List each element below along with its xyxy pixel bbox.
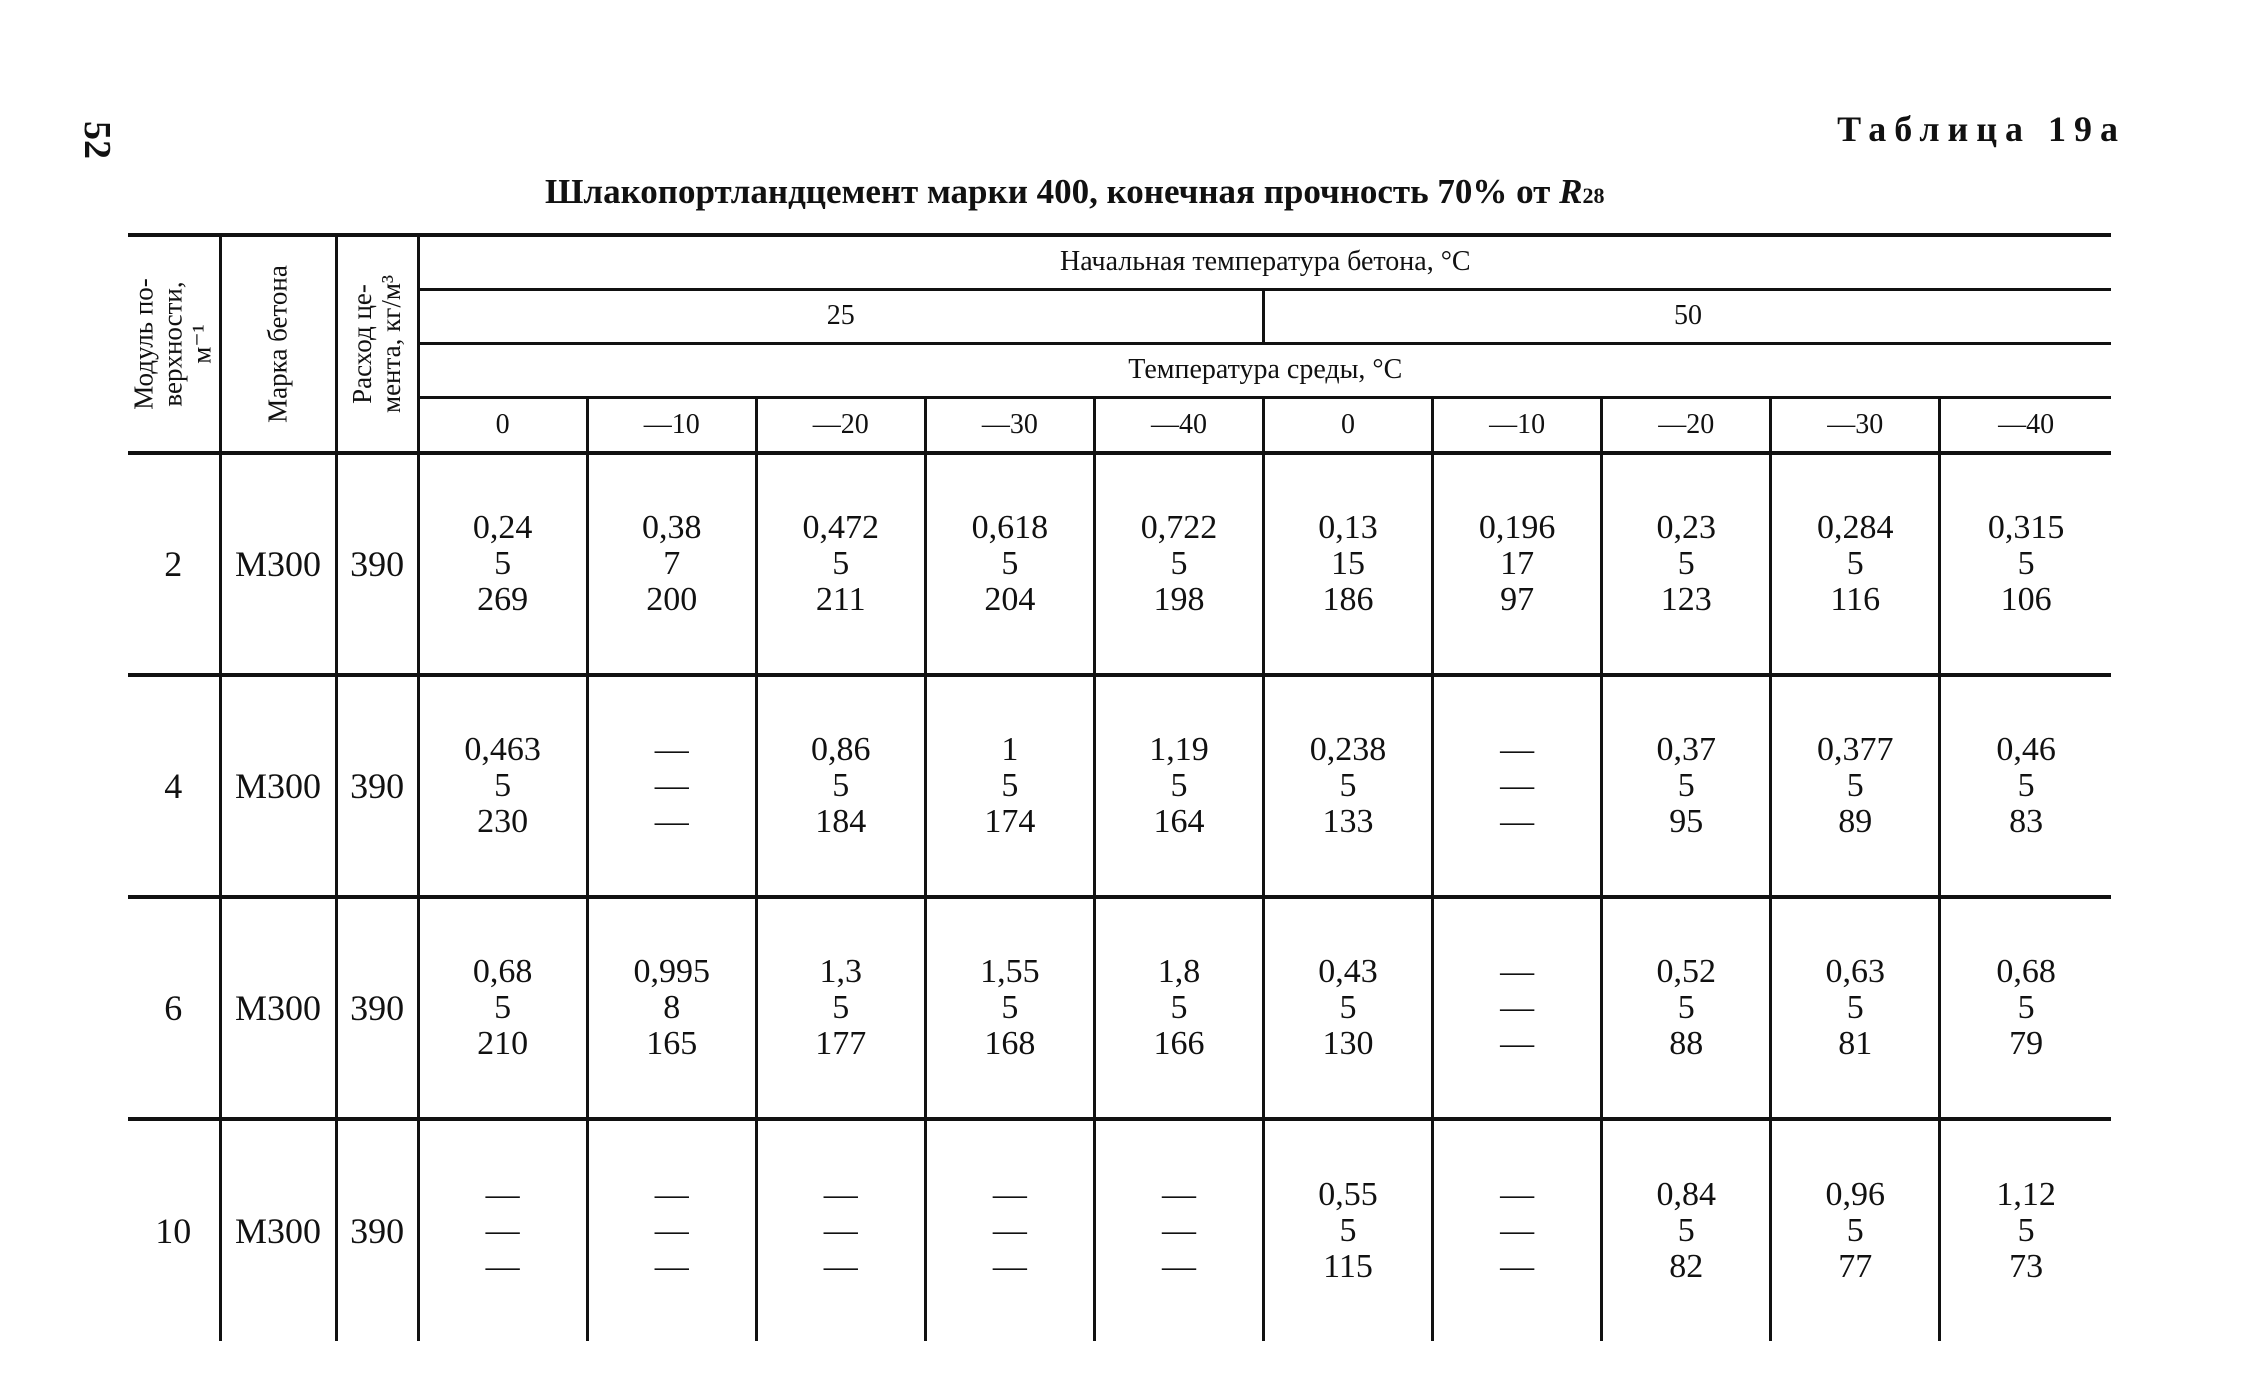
cell-value: — <box>485 1176 520 1213</box>
data-table <box>128 233 2111 1341</box>
cell-value: — <box>1161 1176 1196 1213</box>
table-cell <box>418 675 587 897</box>
table-cell <box>1940 897 2111 1119</box>
table-cell <box>1602 675 1771 897</box>
cell-value: — <box>992 1176 1027 1213</box>
cell-value: 5 <box>2017 989 2035 1026</box>
cell-value: 5 <box>1846 1212 1864 1249</box>
cell-value: 5 <box>1001 767 1019 804</box>
cell-value: 0,84 <box>1656 1176 1716 1213</box>
cell-value: 0,96 <box>1825 1176 1886 1213</box>
row-surface-modulus: 4 <box>128 675 220 897</box>
cell-value: 0,23 <box>1656 509 1716 546</box>
cell-value: 81 <box>1838 1025 1873 1062</box>
table-cell <box>1094 675 1263 897</box>
cell-value: — <box>992 1248 1027 1285</box>
cell-value: — <box>654 731 689 768</box>
row-concrete-grade: М300 <box>220 1119 336 1341</box>
header-ambient-value: —10 <box>587 397 756 453</box>
cell-value: 89 <box>1838 803 1873 840</box>
cell-value: 210 <box>477 1025 529 1062</box>
cell-value: 0,196 <box>1478 509 1556 546</box>
header-ambient-value: 0 <box>1264 397 1433 453</box>
table-cell <box>925 897 1094 1119</box>
cell-value: 5 <box>494 545 512 582</box>
cell-value: 0,46 <box>1996 731 2056 768</box>
cell-value: 95 <box>1669 803 1704 840</box>
table-cell <box>925 675 1094 897</box>
header-cement-consumption <box>336 235 418 453</box>
cell-value: 0,463 <box>464 731 541 768</box>
table-cell <box>1094 897 1263 1119</box>
cell-value: 5 <box>1170 545 1188 582</box>
header-group-50: 50 <box>1264 289 2112 343</box>
cell-value: 8 <box>663 989 681 1026</box>
cell-value: 0,86 <box>811 731 871 768</box>
cell-value: — <box>654 1176 689 1213</box>
cell-value: 1 <box>1001 731 1019 768</box>
cell-value: — <box>654 767 689 804</box>
table-cell <box>1940 453 2111 675</box>
cell-value: 0,38 <box>641 509 702 546</box>
table-row <box>128 1119 2111 1341</box>
table-cell <box>1094 453 1263 675</box>
cell-value: 1,8 <box>1157 953 1201 990</box>
cell-value: — <box>1500 1025 1535 1062</box>
table-cell <box>756 897 925 1119</box>
cell-value: — <box>1500 1248 1535 1285</box>
table-title-r: R <box>1559 172 1583 211</box>
table-cell <box>925 453 1094 675</box>
row-cement-consumption: 390 <box>336 1119 418 1341</box>
cell-value: 5 <box>832 767 850 804</box>
header-ambient-value: —40 <box>1094 397 1263 453</box>
cell-value: 5 <box>1677 989 1695 1026</box>
cell-value: 0,68 <box>472 953 533 990</box>
cell-value: 177 <box>815 1025 867 1062</box>
table-cell <box>1264 453 1433 675</box>
header-surface-modulus-line: верхности, <box>157 281 188 407</box>
cell-value: 123 <box>1660 581 1712 618</box>
cell-value: 0,722 <box>1140 509 1218 546</box>
cell-value: 116 <box>1830 581 1881 618</box>
cell-value: 5 <box>1846 989 1864 1026</box>
cell-value: 5 <box>1001 545 1019 582</box>
cell-value: 174 <box>984 803 1036 840</box>
cell-value: 5 <box>1001 989 1019 1026</box>
table-row <box>128 897 2111 1119</box>
cell-value: — <box>823 1212 858 1249</box>
table-cell <box>1602 1119 1771 1341</box>
cell-value: — <box>1500 1212 1535 1249</box>
table-cell <box>1940 675 2111 897</box>
table-cell <box>1264 1119 1433 1341</box>
cell-value: — <box>992 1212 1027 1249</box>
cell-value: 130 <box>1322 1025 1374 1062</box>
cell-value: 0,43 <box>1318 953 1378 990</box>
header-ambient-value: —30 <box>1771 397 1940 453</box>
cell-value: 0,55 <box>1318 1176 1378 1213</box>
table-cell <box>1433 675 1602 897</box>
row-surface-modulus: 6 <box>128 897 220 1119</box>
cell-value: 0,24 <box>472 509 533 546</box>
cell-value: 5 <box>2017 545 2035 582</box>
cell-value: 5 <box>1339 989 1357 1026</box>
cell-value: 0,37 <box>1656 731 1716 768</box>
table-cell <box>1094 1119 1263 1341</box>
cell-value: 0,472 <box>802 509 880 546</box>
cell-value: — <box>1500 1176 1535 1213</box>
table-cell <box>1602 897 1771 1119</box>
cell-value: 204 <box>984 581 1036 618</box>
header-cement-consumption-line: мента, кг/м³ <box>376 274 407 414</box>
row-cement-consumption: 390 <box>336 453 418 675</box>
header-ambient-value: —40 <box>1940 397 2111 453</box>
table-cell <box>756 675 925 897</box>
cell-value: 269 <box>477 581 529 618</box>
cell-value: 115 <box>1323 1248 1373 1285</box>
cell-value: 230 <box>477 803 529 840</box>
cell-value: 5 <box>1170 989 1188 1026</box>
header-concrete-grade <box>220 235 336 453</box>
cell-value: 5 <box>1846 545 1864 582</box>
cell-value: 5 <box>1677 1212 1695 1249</box>
header-ambient-value: —20 <box>1602 397 1771 453</box>
cell-value: 82 <box>1669 1248 1704 1285</box>
cell-value: 184 <box>815 803 867 840</box>
cell-value: 0,52 <box>1656 953 1716 990</box>
cell-value: 165 <box>646 1025 698 1062</box>
table-cell <box>1771 675 1940 897</box>
cell-value: 5 <box>832 545 850 582</box>
table-cell <box>1433 453 1602 675</box>
cell-value: 5 <box>494 767 512 804</box>
cell-value: — <box>823 1248 858 1285</box>
cell-value: 0,377 <box>1817 731 1894 768</box>
cell-value: 15 <box>1331 545 1366 582</box>
cell-value: 7 <box>663 545 681 582</box>
cell-value: — <box>1500 989 1535 1026</box>
cell-value: 88 <box>1669 1025 1704 1062</box>
cell-value: — <box>485 1212 520 1249</box>
cell-value: 106 <box>2000 581 2052 618</box>
cell-value: 166 <box>1153 1025 1205 1062</box>
cell-value: — <box>1161 1212 1196 1249</box>
header-surface-modulus-line: Модуль по- <box>128 278 159 410</box>
cell-value: 5 <box>2017 767 2035 804</box>
cell-value: — <box>654 803 689 840</box>
table-cell <box>418 897 587 1119</box>
page-number: 52 <box>76 121 118 159</box>
table-body <box>128 453 2111 1341</box>
table-title-r-subscript: 28 <box>1582 183 1605 208</box>
cell-value: 168 <box>984 1025 1036 1062</box>
cell-value: 211 <box>815 581 866 618</box>
table-cell <box>1602 453 1771 675</box>
table-label: Таблица 19а <box>1837 109 2126 149</box>
row-surface-modulus: 2 <box>128 453 220 675</box>
cell-value: 5 <box>1339 1212 1357 1249</box>
cell-value: 5 <box>1339 767 1357 804</box>
cell-value: 0,315 <box>1987 509 2065 546</box>
cell-value: 79 <box>2009 1025 2044 1062</box>
header-surface-modulus <box>128 235 220 453</box>
cell-value: 0,284 <box>1817 509 1894 546</box>
row-cement-consumption: 390 <box>336 675 418 897</box>
table-cell <box>1771 453 1940 675</box>
cell-value: 17 <box>1500 545 1535 582</box>
table-row <box>128 453 2111 675</box>
table-cell <box>1264 675 1433 897</box>
cell-value: 5 <box>832 989 850 1026</box>
table-cell <box>1940 1119 2111 1341</box>
cell-value: 5 <box>1170 767 1188 804</box>
cell-value: 0,995 <box>633 953 710 990</box>
table-cell <box>418 453 587 675</box>
cell-value: 0,13 <box>1318 509 1378 546</box>
cell-value: 0,618 <box>971 509 1049 546</box>
cell-value: 5 <box>1677 767 1695 804</box>
row-surface-modulus: 10 <box>128 1119 220 1341</box>
cell-value: — <box>1500 803 1535 840</box>
cell-value: 198 <box>1153 581 1205 618</box>
header-ambient-value: —20 <box>756 397 925 453</box>
table-header <box>128 235 2111 453</box>
table-cell <box>1433 1119 1602 1341</box>
cell-value: 5 <box>1677 545 1695 582</box>
table-cell <box>1264 897 1433 1119</box>
row-concrete-grade: М300 <box>220 675 336 897</box>
cell-value: — <box>823 1176 858 1213</box>
header-concrete-grade-line: Марка бетона <box>262 265 293 423</box>
cell-value: 164 <box>1153 803 1205 840</box>
header-group-25: 25 <box>418 289 1263 343</box>
cell-value: 0,238 <box>1309 731 1387 768</box>
cell-value: 5 <box>2017 1212 2035 1249</box>
cell-value: 1,55 <box>980 953 1040 990</box>
cell-value: 1,19 <box>1149 731 1209 768</box>
header-ambient-value: —10 <box>1433 397 1602 453</box>
table-title-text: Шлакопортландцемент марки 400, конечная прочность 70% от <box>545 172 1560 211</box>
row-cement-consumption: 390 <box>336 897 418 1119</box>
cell-value: — <box>654 1212 689 1249</box>
cell-value: 1,3 <box>819 953 863 990</box>
header-initial-temperature: Начальная температура бетона, °С <box>418 235 2111 289</box>
table-cell <box>418 1119 587 1341</box>
cell-value: 5 <box>494 989 512 1026</box>
cell-value: 5 <box>1846 767 1864 804</box>
header-concrete-grade-text <box>264 265 293 423</box>
table-cell <box>925 1119 1094 1341</box>
cell-value: — <box>1161 1248 1196 1285</box>
header-cement-consumption-text <box>348 275 406 413</box>
row-concrete-grade: М300 <box>220 897 336 1119</box>
table-cell <box>756 1119 925 1341</box>
header-cement-consumption-line: Расход це- <box>347 284 378 404</box>
table-cell <box>587 453 756 675</box>
table-cell <box>587 675 756 897</box>
header-ambient-value: 0 <box>418 397 587 453</box>
cell-value: — <box>1500 953 1535 990</box>
table-cell <box>1771 1119 1940 1341</box>
cell-value: 73 <box>2009 1248 2044 1285</box>
row-concrete-grade: М300 <box>220 453 336 675</box>
table-title <box>545 172 1604 212</box>
cell-value: 83 <box>2009 803 2044 840</box>
table-cell <box>756 453 925 675</box>
cell-value: — <box>1500 767 1535 804</box>
cell-value: 133 <box>1322 803 1374 840</box>
cell-value: 1,12 <box>1996 1176 2056 1213</box>
table-cell <box>1433 897 1602 1119</box>
cell-value: — <box>654 1248 689 1285</box>
cell-value: 186 <box>1322 581 1374 618</box>
cell-value: 0,63 <box>1825 953 1886 990</box>
cell-value: 77 <box>1838 1248 1873 1285</box>
header-surface-modulus-text <box>130 278 217 410</box>
table-cell <box>587 897 756 1119</box>
header-ambient-value: —30 <box>925 397 1094 453</box>
header-ambient-temperature: Температура среды, °С <box>418 343 2111 397</box>
cell-value: 0,68 <box>1996 953 2056 990</box>
table-cell <box>1771 897 1940 1119</box>
table-cell <box>587 1119 756 1341</box>
cell-value: 200 <box>646 581 698 618</box>
cell-value: — <box>485 1248 520 1285</box>
cell-value: — <box>1500 731 1535 768</box>
table-row <box>128 675 2111 897</box>
header-surface-modulus-line: м⁻¹ <box>186 324 217 364</box>
cell-value: 97 <box>1500 581 1535 618</box>
